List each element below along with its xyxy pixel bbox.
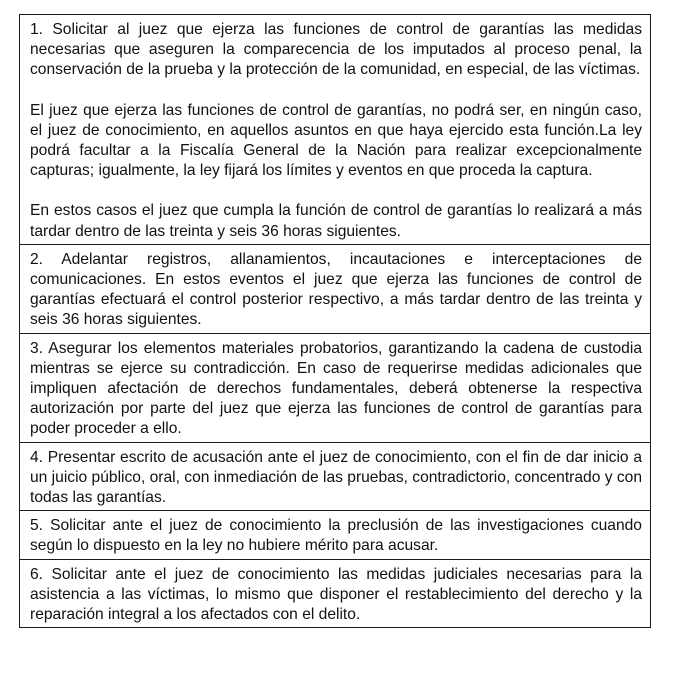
row-5-paragraph-1: 5. Solicitar ante el juez de conocimiento la preclusión de las investigaciones cuando según lo dispuesto en la ley no hubiere mérito para acusar.	[30, 517, 642, 555]
table-row-5	[20, 511, 650, 559]
table-row-4	[20, 443, 650, 512]
row-1-paragraph-2: El juez que ejerza las funciones de control de garantías, no podrá ser, en ningún caso, el juez de conocimiento, en aquellos asuntos en que haya ejercido esta función.La ley podrá facultar a la Fiscalía General de la Nación para realizar excepcionalmente capturas; igualmente, la ley fijará los límites y eventos en que proceda la captura.	[30, 101, 642, 180]
table-row-6	[20, 560, 650, 628]
row-6-paragraph-1: 6. Solicitar ante el juez de conocimiento las medidas judiciales necesarias para la asistencia a las víctimas, lo mismo que disponer el restablecimiento del derecho y la reparación integral a los afectados con el delito.	[30, 565, 642, 624]
table-row-3	[20, 334, 650, 443]
table-row-2	[20, 245, 650, 334]
row-1-paragraph-3: En estos casos el juez que cumpla la función de control de garantías lo realizará a más tardar dentro de las treinta y seis 36 horas siguientes.	[30, 202, 642, 240]
row-3-paragraph-1: 3. Asegurar los elementos materiales probatorios, garantizando la cadena de custodia mientras se ejerce su contradicción. En caso de requerirse medidas adicionales que impliquen afectación de derechos fundamentales, deberá obtenerse la respectiva autorización por parte del juez que ejerza las funciones de control de garantías para poder proceder a ello.	[30, 339, 642, 438]
table-row-1	[20, 15, 650, 245]
row-2-paragraph-1: 2. Adelantar registros, allanamientos, incautaciones e interceptaciones de comunicaciones. En estos eventos el juez que ejerza las funciones de control de garantías efectuará el control posterior respectivo, a más tardar dentro de las treinta y seis 36 horas siguientes.	[30, 250, 642, 329]
row-4-paragraph-1: 4. Presentar escrito de acusación ante el juez de conocimiento, con el fin de dar inicio a un juicio público, oral, con inmediación de las pruebas, contradictorio, concentrado y con todas las garantías.	[30, 448, 642, 507]
functions-table	[19, 14, 651, 628]
row-1-paragraph-1: 1. Solicitar al juez que ejerza las funciones de control de garantías las medidas necesarias que aseguren la comparecencia de los imputados al proceso penal, la conservación de la prueba y la protección de la comunidad, en especial, de las víctimas.	[30, 21, 642, 79]
